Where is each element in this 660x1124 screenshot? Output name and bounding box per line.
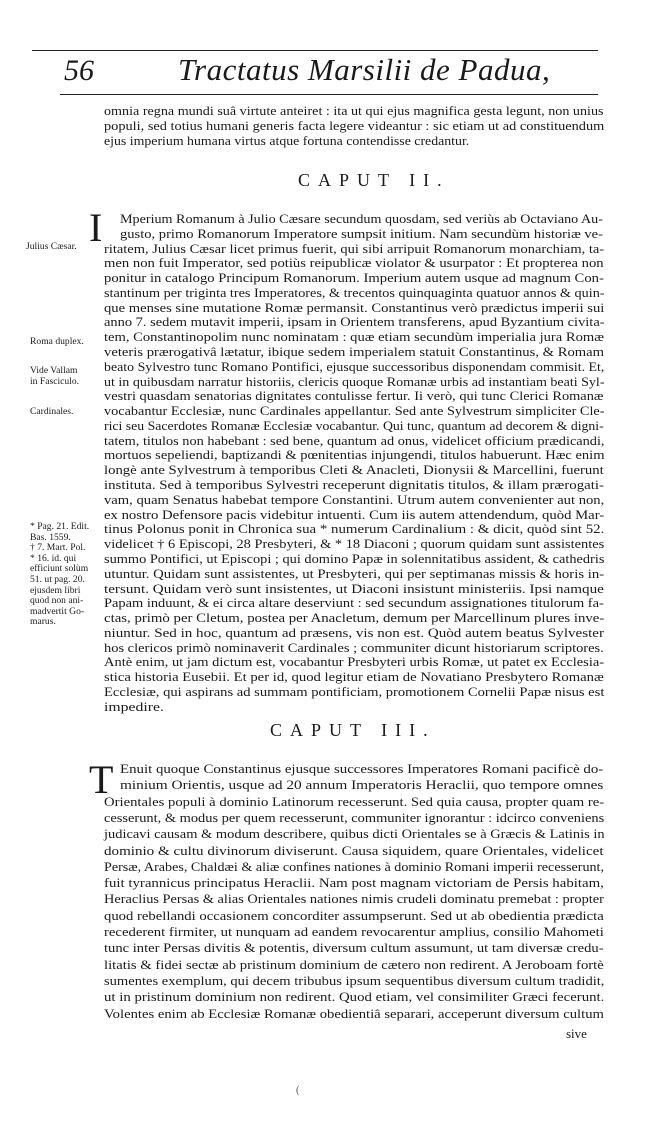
margin-note-cardinales: Cardinales. — [30, 406, 74, 417]
chapter-2-line: Mperium Romanum à Julio Cæsare secundum quosdam, sed veriùs ab Octaviano Au- — [120, 212, 603, 226]
top-rule — [32, 50, 598, 51]
chapter-2-line: tatem, titulos non habebant : sed bene, quantum ad onus, videlicet officium prædicandi, — [104, 433, 605, 448]
intro-line: ejus imperium humana virtus atque fortuna contendisse credantur. — [104, 134, 470, 149]
page-header — [0, 52, 660, 92]
intro-line: populi, sed totius humani generis facta legere videantur : sic etiam ut ad constituendum — [104, 119, 605, 134]
chapter-2-line: Ecclesiæ, qui aspirans ad summam pontificiam, promotionem Cornelii Papæ nisus est — [104, 684, 605, 699]
chapter-2-line: anno 7. sedem mutavit imperii, ipsam in Orientem transferens, apud Byzantium civita- — [104, 315, 605, 330]
chapter-3-line: fuit tyrannicus principatus Heraclii. Nam post magnam victoriam de Persis habitam, — [104, 876, 604, 891]
chapter-2-line: tem, Constantinopolim nunc nominatam : quæ etiam secundùm imperialia jura Romæ — [104, 330, 604, 345]
intro-line: omnia regna mundi suâ virtute anteiret : ita ut qui ejus magnifica gesta legunt, non unius — [104, 104, 604, 118]
chapter-2-line: impedire. — [104, 699, 164, 714]
chapter-3-line: ut in pristinum dominium non redirent. Quod etiam, vel consimiliter Græci fecerunt. — [104, 990, 605, 1005]
chapter-3-line: Enuit quoque Constantinus ejusque successores Imperatores Romani pacificè do- — [120, 762, 604, 776]
chapter-2-line: niuntur. Sed in hoc, quantum ad præsens, vis non est. Quòd autem beatus Sylvester — [104, 625, 604, 640]
footnote-line: marus. — [30, 616, 56, 628]
footnote-line: * Pag. 21. Edit. — [30, 521, 90, 532]
chapter-3-line: litatis & fidei sectæ ab pristinum dominium de cætero non redirent. A Jeroboam fortè — [104, 957, 604, 972]
chapter-2-line: rici seu Sacerdotes Romanæ Ecclesiæ vocabantur. Qui tunc, quantum ad decorem & digni- — [104, 418, 604, 433]
chapter-3-line: judicavi causam & modum describere, quibus dicti Orientales se à Græcis & Latinis in — [104, 827, 605, 842]
chapter-2-line: gusto, primo Romanorum Imperatore sumpsit initium. Nam secundùm historiæ ve- — [120, 226, 603, 241]
chapter-2-line: ex nostro Defensore pacis videbitur intuenti. Cum iis autem attendendum, quòd Mar- — [104, 507, 605, 522]
footnote-line: quod non ani- — [30, 595, 84, 607]
footnote-line: † 7. Mart. Pol. — [30, 542, 86, 554]
chapter-3-heading: CAPUT III. — [270, 720, 436, 740]
chapter-3-line: Orientales populi à dominio Latinorum recesserunt. Sed quia causa, propter quam re- — [104, 794, 605, 809]
chapter-2-line: videlicet † 6 Episcopi, 28 Presbyteri, & * 18 Diaconi ; quorum quidam sunt assistentes — [104, 537, 605, 552]
footnote-line: Bas. 1559. — [30, 531, 71, 543]
margin-note-julius: Julius Cæsar. — [26, 241, 77, 252]
chapter-2-line: ctas, primò per Cletum, postea per Anacletum, demum per Marcellinum plures inve- — [104, 611, 605, 626]
chapter-3-line: minium Orientis, usque ad 20 annum Imperatoris Heraclii, quo tempore omnes — [120, 778, 604, 793]
page-number: 56 — [64, 54, 94, 87]
chapter-2-line: vestri quasdam senatorias dignitates contulisse fertur. Ii verò, qui tunc Clerici Romanæ — [104, 389, 604, 404]
chapter-3-drop-cap: T — [89, 757, 114, 802]
running-title: Tractatus Marsilii de Padua, — [178, 52, 551, 87]
chapter-2-line: veteris prærogativâ lætatur, ibique sedem imperialem statuit Constantinus, & Romam — [104, 345, 605, 360]
chapter-2-line: Papam induunt, & ei circa altare deserviunt : sed secundum assignationes titulorum fa- — [104, 596, 604, 611]
chapter-3-line: Volentes enim ab Ecclesiæ Romanæ obedientiâ separari, acceperunt diversum cultum — [104, 1006, 604, 1021]
catchword: sive — [566, 1026, 587, 1041]
footnote-line: 51. ut pag. 20. — [30, 574, 85, 585]
page-mark: ( — [296, 1085, 300, 1096]
chapter-2-line: summo Pontifici, ut Episcopi ; qui domino Papæ in solennitatibus assident, & cathedris — [104, 551, 605, 566]
footnote-line: madvertit Go- — [30, 605, 85, 617]
chapter-2-line: stica historia Eusebii. Et per id, quod legitur etiam de Novatiano Presbytero Romanæ — [104, 670, 604, 685]
chapter-2-line: tersunt. Quidam verò sunt insistentes, ut Diaconi insistunt ministeriis. Ipsi namque — [104, 581, 604, 596]
chapter-2-line: stantinum per triginta tres Imperatores, & trecentos quinquaginta quatuor annos & quin- — [104, 285, 605, 300]
chapter-2-line: ponitur in catalogo Principum Romanorum. Imperium autem usque ad magnum Con- — [104, 271, 604, 286]
chapter-2-line: hos clericos primò nominaverit Cardinales ; communiter dicunt historiarum scriptores. — [104, 640, 604, 655]
chapter-3-line: cesserunt, & modus per quem recesserunt, communiter ignorantur : idcirco conveniens — [104, 810, 605, 825]
chapter-3-line: sumentes exemplum, qui decem tribubus ipsum sequentibus diversum cultum tradidit, — [104, 973, 605, 988]
chapter-3-line: quod rebellandi occasionem concorditer assumpserunt. Sed ut ab obedientia prædicta — [104, 908, 604, 923]
footnote-line: * 16. id. qui — [30, 552, 77, 564]
margin-note-roma-duplex: Roma duplex. — [30, 336, 84, 347]
chapter-3-line: tunc inter Persas divitis & potentis, diversum cultum assumunt, ut tam diversæ credu- — [104, 941, 604, 956]
chapter-2-line: instituta. Sed à temporibus Sylvestri receperunt dignitatis titulos, & illam prærogati- — [104, 478, 604, 493]
chapter-2-drop-cap: I — [89, 205, 103, 250]
chapter-3-line: dominio & cultu divinorum diviserunt. Causa siquidem, quare Orientales, videlicet — [104, 843, 604, 858]
chapter-3-line: Heraclius Persas & alias Orientales nationes nimis crudeli dominatu premebat : propter — [104, 892, 604, 907]
chapter-2-line: vocabantur Ecclesiæ, nunc Cardinales appellantur. Sed ante Sylvestrum simpliciter Cle- — [104, 404, 605, 419]
chapter-2-line: mortuos sepeliendi, baptizandi & pœnitentias injungendi, titulos habuerunt. Hæc enim — [104, 448, 605, 463]
chapter-2-line: ritatem, Julius Cæsar licet primus fuerit, qui sibi arripuit Romanorum monarchiam, ta- — [104, 241, 605, 256]
chapter-2-line: beato Sylvestro tunc Romano Pontifici, ejusque successoribus disponendam commisit. Et, — [104, 359, 605, 374]
footnote-line: ejusdem libri — [30, 584, 81, 596]
chapter-2-line: longè ante Sylvestrum à temporibus Cleti & Anacleti, Dionysii & Marcellini, fuerunt — [104, 463, 604, 478]
chapter-2-line: vam, quam Senatus habebat tempore Constantini. Utrum autem convenienter aut non, — [104, 492, 605, 507]
header-rule — [60, 94, 598, 95]
chapter-3-line: recederent firmiter, ut nunquam ad eandem revocarentur amplius, consilio Mahometi — [104, 925, 604, 939]
chapter-2-line: utuntur. Quidam sunt assistentes, ut Presbyteri, qui per septimanas missis & horis in- — [104, 566, 605, 581]
chapter-2-line: ut in quibusdam narratur historiis, clericis quoque Romanæ urbis ad instantiam beati Syl- — [104, 374, 605, 389]
chapter-2-line: que menses sine mutatione Romæ permansit. Constantinus verò prædictus imperii sui — [104, 300, 605, 315]
chapter-2-line: Antè enim, ut jam dictum est, vocabantur Presbyteri urbis Romæ, ut patet ex Ecclesia- — [104, 655, 605, 670]
margin-note-vide-vallam-2: in Fasciculo. — [30, 376, 80, 387]
chapter-3-line: Persæ, Arabes, Chaldæi & aliæ confines nationes à dominio Romani imperii recesserunt, — [104, 859, 604, 874]
chapter-2-line: tinus Polonus ponit in Chronica sua * numerum Cardinalium : & dicit, quòd sint 52. — [104, 522, 605, 537]
footnote-line: efficiunt solùm — [30, 563, 89, 575]
margin-note-vide-vallam-1: Vide Vallam — [30, 365, 78, 376]
chapter-2-heading: CAPUT II. — [298, 170, 450, 190]
chapter-2-line: men non fuit Imperator, sed potiùs reipublicæ violator & usurpator : Et propterea non — [104, 256, 604, 271]
